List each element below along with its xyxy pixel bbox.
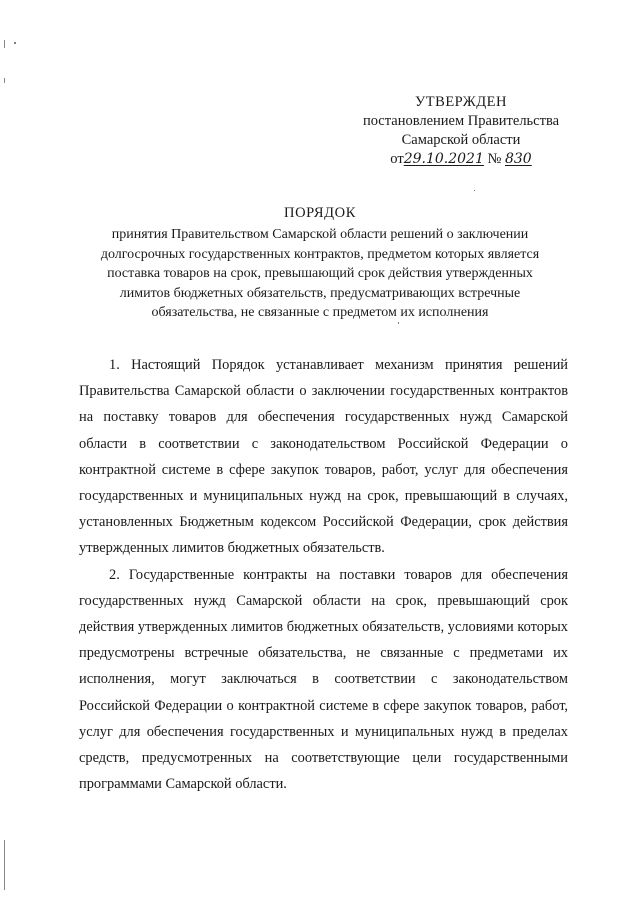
document-body xyxy=(79,352,568,797)
scan-edge-mark xyxy=(4,840,5,890)
approval-heading: УТВЕРЖДЕН xyxy=(415,94,507,110)
approval-line-1: постановлением Правительства xyxy=(362,113,560,129)
scan-speck xyxy=(474,190,475,191)
subtitle-line: лимитов бюджетных обязательств, предусматривающих встречные xyxy=(119,285,521,301)
scan-speck xyxy=(14,42,16,44)
approval-stamp-block xyxy=(350,93,572,169)
subtitle-line: принятия Правительством Самарской области решений о заключении xyxy=(111,227,529,242)
scan-edge-mark xyxy=(4,40,5,48)
handwritten-date: 29.10.2021 xyxy=(403,151,484,167)
subtitle-line: долгосрочных государственных контрактов, предметом которых является xyxy=(100,246,540,262)
paragraph-2: 2. Государственные контракты на поставки товаров для обеспечения государственных нужд Самарской области на срок, превышающий срок действия утвержденных лимитов бюджетных обязательств, условиями которых предусмотрены встречные обязательства, не связанные с предметами их исполнения, могут заключаться в соответствии с законодательством Российской Федерации о контрактной системе в сфере закупок товаров, работ, услуг для обеспечения государственных и муниципальных нужд в пределах средств, предусмотренных на соответствующие цели государственными программами Самарской области. xyxy=(79,566,568,793)
document-subtitle xyxy=(80,225,560,323)
document-title: ПОРЯДОК xyxy=(284,205,356,221)
number-prefix: № xyxy=(487,151,502,167)
approval-date-line xyxy=(350,150,572,169)
approval-line-2: Самарской области xyxy=(401,132,521,148)
subtitle-line: обязательства, не связанные с предметом их исполнения xyxy=(151,305,489,320)
handwritten-number: 830 xyxy=(504,151,532,167)
paragraph-1: 1. Настоящий Порядок устанавливает механизм принятия решений Правительства Самарской области о заключении государственных контрактов на поставку товаров для обеспечения государственных нужд Самарской области в соответствии с законодательством Российской Федерации о контрактной системе в сфере закупок товаров, работ, услуг для обеспечения государственных и муниципальных нужд на срок, превышающий в случаях, установленных Бюджетным кодексом Российской Федерации, срок действия утвержденных лимитов бюджетных обязательств. xyxy=(79,357,568,557)
date-prefix: от xyxy=(390,151,404,167)
scan-edge-mark xyxy=(4,78,5,83)
subtitle-line: поставка товаров на срок, превышающий срок действия утвержденных xyxy=(107,266,533,281)
